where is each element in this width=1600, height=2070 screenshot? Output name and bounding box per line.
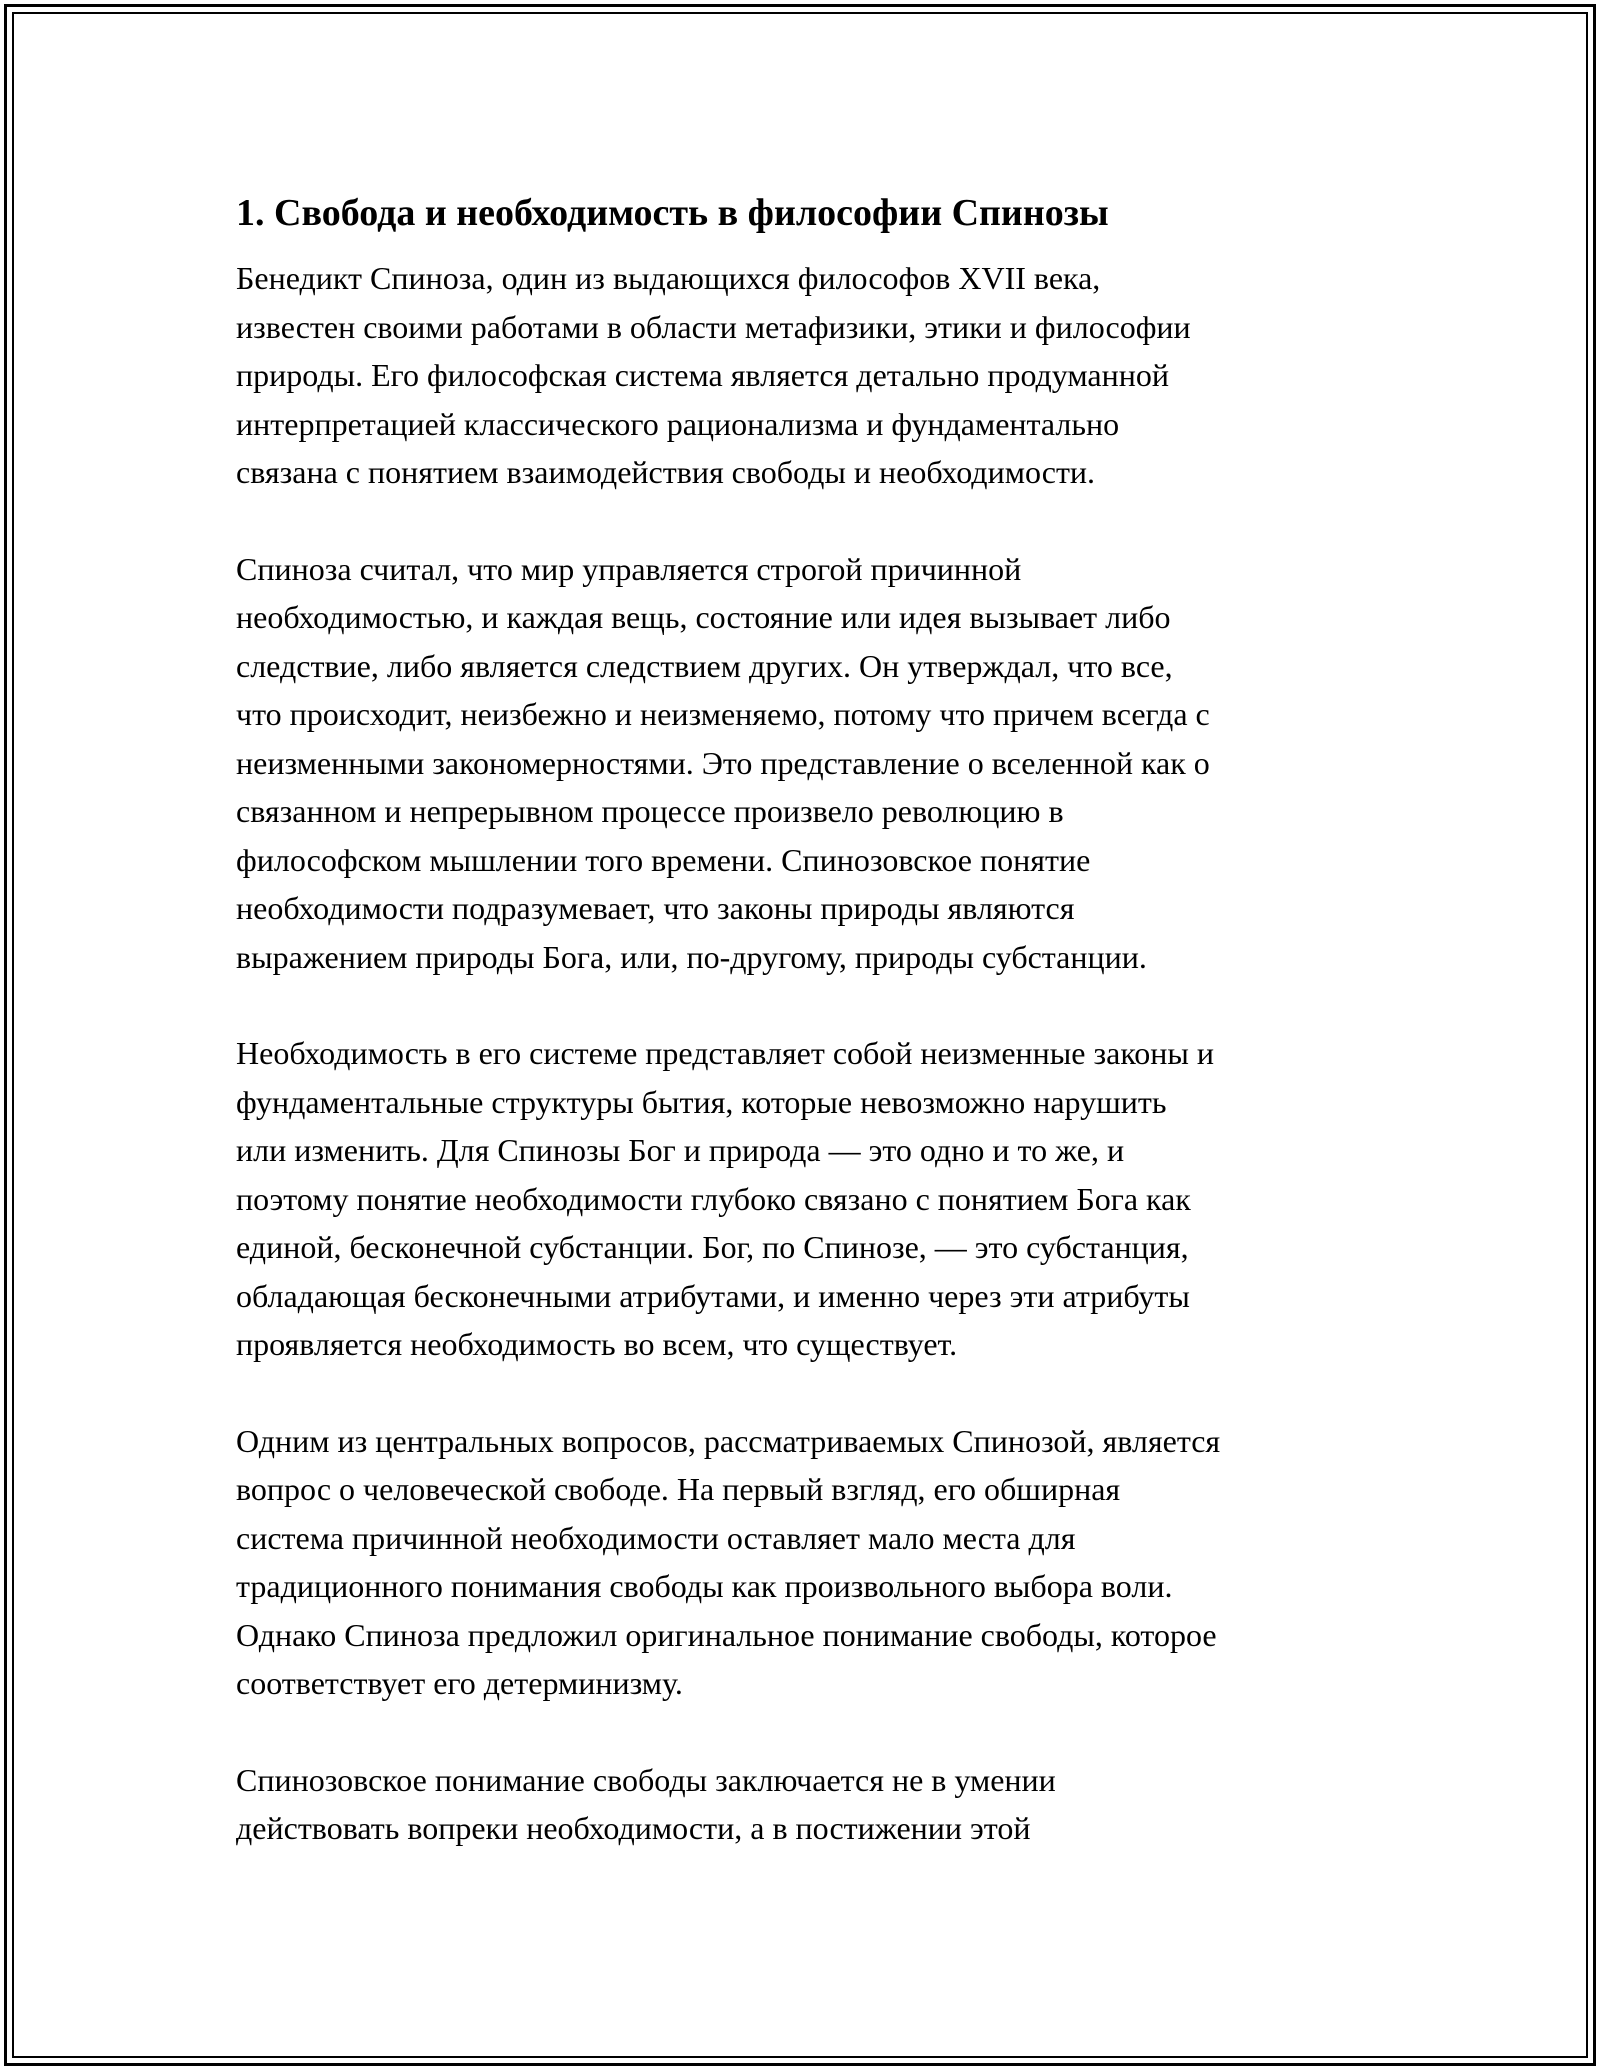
text-line: вопрос о человеческой свободе. На первый взгляд, его обширная [236, 1471, 1121, 1507]
text-line: неизменными закономерностями. Это представление о вселенной как о [236, 744, 1210, 781]
text-line: поэтому понятие необходимости глубоко связано с понятием Бога как [236, 1180, 1191, 1217]
text-line: известен своими работами в области метафизики, этики и философии [236, 308, 1191, 345]
text-line: традиционного понимания свободы как произвольного выбора воли. [236, 1568, 1173, 1604]
text-line: Бенедикт Спиноза, один из выдающихся философов XVII века, [236, 260, 1101, 296]
text-line: Спинозовское понимание свободы заключается не в умении [236, 1761, 1056, 1798]
paragraph [236, 545, 1416, 982]
text-line: природы. Его философская система является детально продуманной [236, 357, 1169, 393]
text-line: система причинной необходимости оставляет мало места для [236, 1519, 1076, 1556]
section-heading: 1. Свобода и необходимость в философии Спинозы [236, 192, 1109, 234]
text-line: единой, бесконечной субстанции. Бог, по Спинозе, — это субстанция, [236, 1229, 1189, 1265]
text-line: связана с понятием взаимодействия свободы и необходимости. [236, 454, 1096, 490]
paragraph [236, 254, 1416, 497]
text-line: выражением природы Бога, или, по-другому, природы субстанции. [236, 938, 1147, 975]
text-line: Одним из центральных вопросов, рассматриваемых Спинозой, является [236, 1422, 1221, 1459]
text-line: Спиноза считал, что мир управляется строгой причинной [236, 550, 1022, 587]
paragraph [236, 1029, 1416, 1369]
text-line: необходимостью, и каждая вещь, состояние или идея вызывает либо [236, 599, 1171, 635]
text-line: следствие, либо является следствием других. Он утверждал, что все, [236, 647, 1173, 684]
text-line: фундаментальные структуры бытия, которые невозможно нарушить [236, 1083, 1167, 1120]
text-line: соответствует его детерминизму. [236, 1665, 683, 1701]
text-line: проявляется необходимость во всем, что существует. [236, 1326, 958, 1362]
text-line: связанном и непрерывном процессе произвело революцию в [236, 793, 1064, 829]
text-line: Однако Спиноза предложил оригинальное понимание свободы, которое [236, 1616, 1217, 1653]
text-line: действовать вопреки необходимости, а в постижении этой [236, 1810, 1031, 1846]
paragraph [236, 1417, 1416, 1708]
text-line: Необходимость в его системе представляет собой неизменные законы и [236, 1035, 1214, 1071]
text-line: философском мышлении того времени. Спинозовское понятие [236, 841, 1091, 878]
text-line: обладающая бесконечными атрибутами, и именно через эти атрибуты [236, 1277, 1190, 1314]
text-line: необходимости подразумевает, что законы природы являются [236, 890, 1075, 926]
text-line: или изменить. Для Спинозы Бог и природа — это одно и то же, и [236, 1132, 1125, 1168]
text-line: что происходит, неизбежно и неизменяемо, потому что причем всегда с [236, 696, 1210, 732]
paragraph [236, 1756, 1416, 1853]
text-line: интерпретацией классического рационализма и фундаментально [236, 405, 1120, 442]
document-page [236, 180, 1416, 1901]
